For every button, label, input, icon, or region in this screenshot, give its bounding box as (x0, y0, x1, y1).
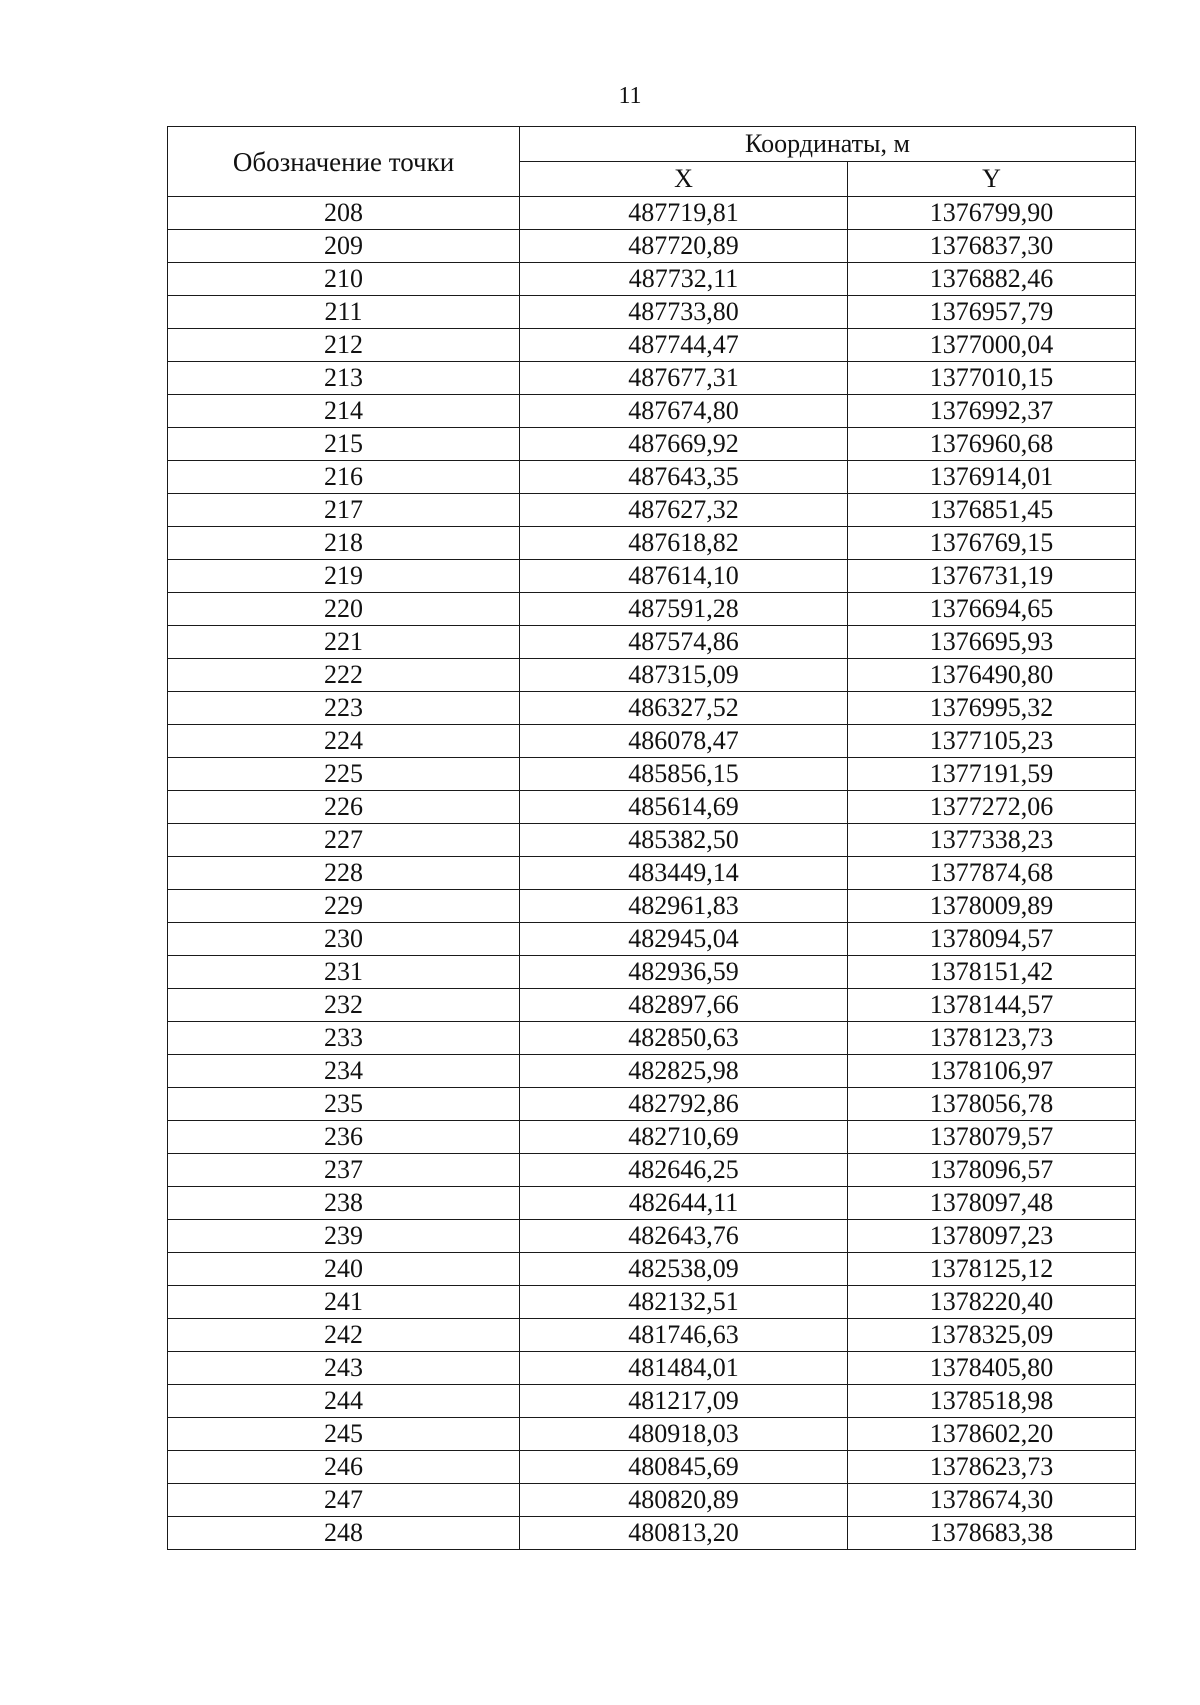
x-coordinate-cell: 485382,50 (520, 824, 848, 857)
y-coordinate-cell: 1378144,57 (848, 989, 1136, 1022)
table-row (168, 1055, 1136, 1088)
table-row (168, 725, 1136, 758)
point-cell: 233 (168, 1022, 520, 1055)
y-coordinate-cell: 1376960,68 (848, 428, 1136, 461)
y-coordinate-cell: 1377105,23 (848, 725, 1136, 758)
point-cell: 224 (168, 725, 520, 758)
table-row (168, 1319, 1136, 1352)
table-row (168, 1187, 1136, 1220)
table-row (168, 1451, 1136, 1484)
x-coordinate-cell: 482961,83 (520, 890, 848, 923)
y-coordinate-cell: 1378079,57 (848, 1121, 1136, 1154)
point-cell: 221 (168, 626, 520, 659)
point-cell: 212 (168, 329, 520, 362)
table-row (168, 527, 1136, 560)
table-row (168, 1484, 1136, 1517)
table-body (168, 197, 1136, 1550)
x-coordinate-cell: 481746,63 (520, 1319, 848, 1352)
y-coordinate-cell: 1376731,19 (848, 560, 1136, 593)
point-cell: 246 (168, 1451, 520, 1484)
x-coordinate-cell: 487643,35 (520, 461, 848, 494)
point-cell: 209 (168, 230, 520, 263)
x-coordinate-cell: 482538,09 (520, 1253, 848, 1286)
y-coordinate-cell: 1376799,90 (848, 197, 1136, 230)
x-coordinate-cell: 485614,69 (520, 791, 848, 824)
x-coordinate-cell: 482646,25 (520, 1154, 848, 1187)
table-row (168, 989, 1136, 1022)
x-coordinate-cell: 487720,89 (520, 230, 848, 263)
y-coordinate-cell: 1376490,80 (848, 659, 1136, 692)
table-header (168, 127, 1136, 197)
x-coordinate-cell: 480918,03 (520, 1418, 848, 1451)
table-row (168, 593, 1136, 626)
x-coordinate-cell: 487315,09 (520, 659, 848, 692)
point-cell: 237 (168, 1154, 520, 1187)
y-coordinate-cell: 1378518,98 (848, 1385, 1136, 1418)
y-coordinate-cell: 1376694,65 (848, 593, 1136, 626)
y-coordinate-cell: 1378220,40 (848, 1286, 1136, 1319)
y-coordinate-cell: 1378009,89 (848, 890, 1136, 923)
x-coordinate-cell: 482850,63 (520, 1022, 848, 1055)
x-coordinate-cell: 482825,98 (520, 1055, 848, 1088)
table-row (168, 1154, 1136, 1187)
point-cell: 216 (168, 461, 520, 494)
table-row (168, 923, 1136, 956)
x-coordinate-cell: 482936,59 (520, 956, 848, 989)
point-cell: 228 (168, 857, 520, 890)
table-row (168, 890, 1136, 923)
x-coordinate-cell: 487733,80 (520, 296, 848, 329)
table-row (168, 1220, 1136, 1253)
point-cell: 222 (168, 659, 520, 692)
table-row (168, 560, 1136, 593)
x-coordinate-cell: 487618,82 (520, 527, 848, 560)
point-cell: 240 (168, 1253, 520, 1286)
point-cell: 230 (168, 923, 520, 956)
y-coordinate-cell: 1378623,73 (848, 1451, 1136, 1484)
table-row (168, 1517, 1136, 1550)
y-coordinate-cell: 1376882,46 (848, 263, 1136, 296)
x-coordinate-cell: 482643,76 (520, 1220, 848, 1253)
point-cell: 244 (168, 1385, 520, 1418)
y-column-header: Y (848, 162, 1136, 197)
table-row (168, 263, 1136, 296)
x-coordinate-cell: 485856,15 (520, 758, 848, 791)
point-cell: 225 (168, 758, 520, 791)
point-cell: 243 (168, 1352, 520, 1385)
coordinates-table (167, 126, 1136, 1550)
table-row (168, 1121, 1136, 1154)
y-coordinate-cell: 1376992,37 (848, 395, 1136, 428)
x-coordinate-cell: 487719,81 (520, 197, 848, 230)
x-coordinate-cell: 480820,89 (520, 1484, 848, 1517)
y-coordinate-cell: 1378106,97 (848, 1055, 1136, 1088)
table-row (168, 329, 1136, 362)
point-designation-header: Обозначение точки (168, 127, 520, 197)
point-cell: 213 (168, 362, 520, 395)
x-coordinate-cell: 482792,86 (520, 1088, 848, 1121)
x-coordinate-cell: 481484,01 (520, 1352, 848, 1385)
table-row (168, 692, 1136, 725)
y-coordinate-cell: 1378325,09 (848, 1319, 1136, 1352)
page-number: 11 (618, 83, 642, 109)
y-coordinate-cell: 1378151,42 (848, 956, 1136, 989)
table-row (168, 395, 1136, 428)
x-coordinate-cell: 487591,28 (520, 593, 848, 626)
y-coordinate-cell: 1378405,80 (848, 1352, 1136, 1385)
table-row (168, 428, 1136, 461)
y-coordinate-cell: 1378602,20 (848, 1418, 1136, 1451)
y-coordinate-cell: 1376695,93 (848, 626, 1136, 659)
y-coordinate-cell: 1376914,01 (848, 461, 1136, 494)
y-coordinate-cell: 1378094,57 (848, 923, 1136, 956)
x-coordinate-cell: 487674,80 (520, 395, 848, 428)
coordinates-header: Координаты, м (520, 127, 1136, 162)
y-coordinate-cell: 1376957,79 (848, 296, 1136, 329)
table-row (168, 1022, 1136, 1055)
x-coordinate-cell: 482897,66 (520, 989, 848, 1022)
y-coordinate-cell: 1377874,68 (848, 857, 1136, 890)
y-coordinate-cell: 1377338,23 (848, 824, 1136, 857)
table-row (168, 626, 1136, 659)
point-cell: 223 (168, 692, 520, 725)
y-coordinate-cell: 1377191,59 (848, 758, 1136, 791)
y-coordinate-cell: 1378123,73 (848, 1022, 1136, 1055)
y-coordinate-cell: 1376769,15 (848, 527, 1136, 560)
x-coordinate-cell: 482945,04 (520, 923, 848, 956)
point-cell: 219 (168, 560, 520, 593)
table-row (168, 1352, 1136, 1385)
point-cell: 227 (168, 824, 520, 857)
point-cell: 229 (168, 890, 520, 923)
y-coordinate-cell: 1377010,15 (848, 362, 1136, 395)
y-coordinate-cell: 1378683,38 (848, 1517, 1136, 1550)
point-cell: 238 (168, 1187, 520, 1220)
table-row (168, 461, 1136, 494)
point-cell: 215 (168, 428, 520, 461)
point-cell: 231 (168, 956, 520, 989)
y-coordinate-cell: 1378125,12 (848, 1253, 1136, 1286)
x-column-header: X (520, 162, 848, 197)
table-row (168, 362, 1136, 395)
y-coordinate-cell: 1378674,30 (848, 1484, 1136, 1517)
table-row (168, 1088, 1136, 1121)
x-coordinate-cell: 487574,86 (520, 626, 848, 659)
x-coordinate-cell: 487614,10 (520, 560, 848, 593)
point-cell: 217 (168, 494, 520, 527)
table-row (168, 1286, 1136, 1319)
point-cell: 241 (168, 1286, 520, 1319)
point-cell: 245 (168, 1418, 520, 1451)
point-cell: 208 (168, 197, 520, 230)
x-coordinate-cell: 482132,51 (520, 1286, 848, 1319)
y-coordinate-cell: 1378097,23 (848, 1220, 1136, 1253)
y-coordinate-cell: 1377000,04 (848, 329, 1136, 362)
point-cell: 235 (168, 1088, 520, 1121)
table-row (168, 296, 1136, 329)
point-cell: 218 (168, 527, 520, 560)
table-row (168, 197, 1136, 230)
y-coordinate-cell: 1378097,48 (848, 1187, 1136, 1220)
point-cell: 248 (168, 1517, 520, 1550)
point-cell: 220 (168, 593, 520, 626)
point-cell: 226 (168, 791, 520, 824)
x-coordinate-cell: 487627,32 (520, 494, 848, 527)
table-row (168, 758, 1136, 791)
point-cell: 236 (168, 1121, 520, 1154)
table-row (168, 230, 1136, 263)
table-row (168, 1418, 1136, 1451)
x-coordinate-cell: 486327,52 (520, 692, 848, 725)
x-coordinate-cell: 480845,69 (520, 1451, 848, 1484)
point-cell: 214 (168, 395, 520, 428)
point-cell: 239 (168, 1220, 520, 1253)
point-cell: 234 (168, 1055, 520, 1088)
y-coordinate-cell: 1378096,57 (848, 1154, 1136, 1187)
table-row (168, 494, 1136, 527)
x-coordinate-cell: 487732,11 (520, 263, 848, 296)
table-row (168, 956, 1136, 989)
table-row (168, 791, 1136, 824)
x-coordinate-cell: 481217,09 (520, 1385, 848, 1418)
x-coordinate-cell: 486078,47 (520, 725, 848, 758)
x-coordinate-cell: 487677,31 (520, 362, 848, 395)
x-coordinate-cell: 487669,92 (520, 428, 848, 461)
table-row (168, 1385, 1136, 1418)
y-coordinate-cell: 1376851,45 (848, 494, 1136, 527)
point-cell: 242 (168, 1319, 520, 1352)
x-coordinate-cell: 483449,14 (520, 857, 848, 890)
y-coordinate-cell: 1378056,78 (848, 1088, 1136, 1121)
point-cell: 232 (168, 989, 520, 1022)
table-row (168, 857, 1136, 890)
y-coordinate-cell: 1376995,32 (848, 692, 1136, 725)
point-cell: 247 (168, 1484, 520, 1517)
x-coordinate-cell: 487744,47 (520, 329, 848, 362)
table-row (168, 824, 1136, 857)
point-cell: 211 (168, 296, 520, 329)
y-coordinate-cell: 1377272,06 (848, 791, 1136, 824)
y-coordinate-cell: 1376837,30 (848, 230, 1136, 263)
table-row (168, 1253, 1136, 1286)
table-row (168, 659, 1136, 692)
x-coordinate-cell: 480813,20 (520, 1517, 848, 1550)
point-cell: 210 (168, 263, 520, 296)
x-coordinate-cell: 482710,69 (520, 1121, 848, 1154)
x-coordinate-cell: 482644,11 (520, 1187, 848, 1220)
